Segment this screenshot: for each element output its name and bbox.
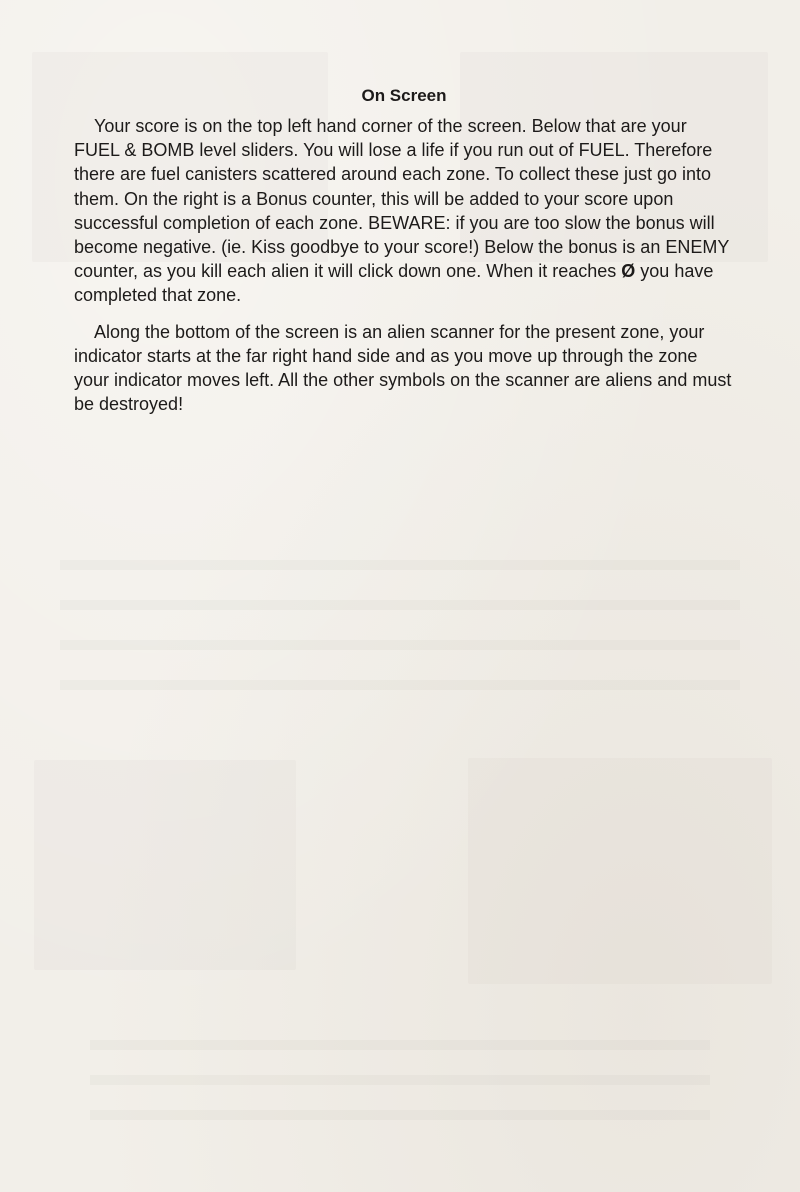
bleed-through-line: [60, 680, 740, 690]
slashed-zero-glyph: Ø: [621, 261, 636, 282]
scanner-description-paragraph: Along the bottom of the screen is an alien scanner for the present zone, your indicator starts at the far right hand side and as you move up through the zone your indicator moves left. All the other symbols on the scanner are aliens and must be destroyed!: [74, 321, 732, 415]
bleed-through-box-bottom-right: [468, 758, 772, 984]
score-description-paragraph: [74, 114, 734, 308]
text-block: [74, 86, 734, 416]
paragraph-text: you have completed that zone.: [74, 261, 714, 306]
bleed-through-line: [60, 560, 740, 570]
bleed-through-line: [90, 1110, 710, 1120]
bleed-through-line: [90, 1075, 710, 1085]
section-heading: On Screen: [361, 86, 447, 105]
bleed-through-line: [60, 600, 740, 610]
bleed-through-box-bottom-left: [34, 760, 296, 970]
paragraph-text: Your score is on the top left hand corner of the screen. Below that are your FUEL & BOMB level sliders. You will lose a life if you run out of FUEL. Therefore there are fuel canisters scattered around each zone. To collect these just go into them. On the right is a Bonus counter, this will be added to your score upon successful completion of each zone. BEWARE: if you are too slow the bonus will become negative. (ie. Kiss goodbye to your score!) Below the bonus is an ENEMY counter, as you kill each alien it will click down one. When it reaches: [74, 116, 730, 282]
bleed-through-line: [90, 1040, 710, 1050]
bleed-through-line: [60, 640, 740, 650]
